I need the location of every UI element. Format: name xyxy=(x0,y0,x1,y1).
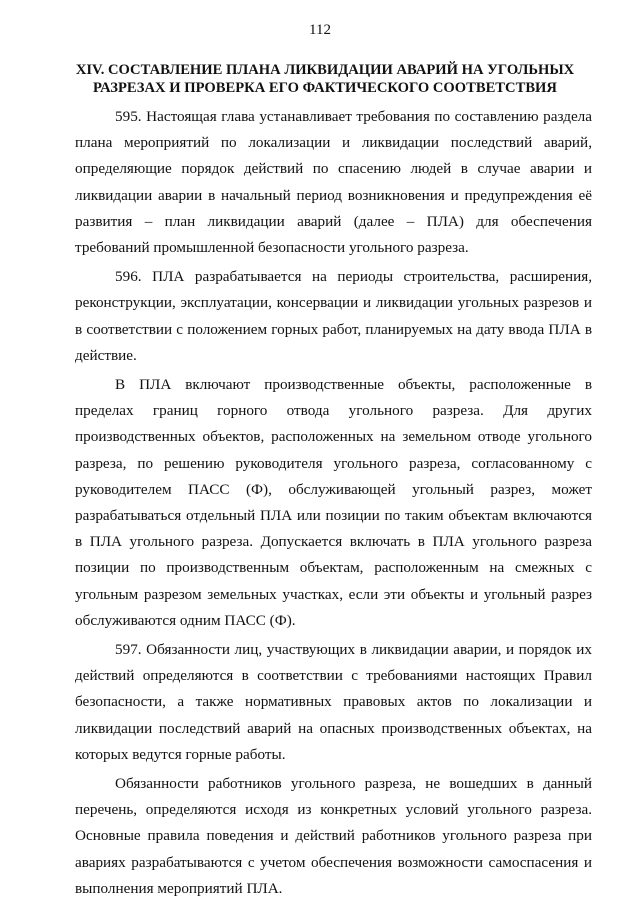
paragraph-596: 596. ПЛА разрабатывается на периоды строительства, расширения, реконструкции, эксплуатации, консервации и ликвидации угольных разрезов и в соответствии с положением горных работ, планируемых на дату ввода ПЛА в действие. xyxy=(75,268,592,364)
page-number: 112 xyxy=(309,22,331,38)
paragraph-597-continued: Обязанности работников угольного разреза, не вошедших в данный перечень, определяются исходя из конкретных условий угольного разреза. Основные правила поведения и действий работников угольного разреза при авариях разрабатываются с учетом обеспечения возможности самоспасения и выполнения мероприятий ПЛА. xyxy=(75,775,592,897)
paragraph-595: 595. Настоящая глава устанавливает требования по составлению раздела плана мероприятий по локализации и ликвидации последствий аварий, определяющие порядок действий по спасению людей в случае аварии и ликвидации аварии в начальный период возникновения и предупреждения её развития – план ликвидации аварий (далее – ПЛА) для обеспечения требований промышленной безопасности угольного разреза. xyxy=(75,108,592,257)
section-heading-line-2: РАЗРЕЗАХ И ПРОВЕРКА ЕГО ФАКТИЧЕСКОГО СООТВЕТСТВИЯ xyxy=(93,79,557,96)
document-body xyxy=(75,104,592,905)
section-heading-line-1: XIV. СОСТАВЛЕНИЕ ПЛАНА ЛИКВИДАЦИИ АВАРИЙ НА УГОЛЬНЫХ xyxy=(75,62,575,78)
section-heading xyxy=(75,62,575,97)
paragraph-597: 597. Обязанности лиц, участвующих в ликвидации аварии, и порядок их действий определяются в соответствии с требованиями настоящих Правил безопасности, а также нормативных правовых актов по локализации и ликвидации последствий аварий на опасных производственных объектах, на которых ведутся горные работы. xyxy=(75,641,592,763)
paragraph-596-continued: В ПЛА включают производственные объекты, расположенные в пределах границ горного отвода угольного разреза. Для других производственных объектов, расположенных на земельном отводе угольного разреза, по решению руководителя угольного разреза, согласованному с руководителем ПАСС (Ф), обслуживающей угольный разрез, может разрабатываться отдельный ПЛА или позиции по таким объектам включаются в ПЛА угольного разреза. Допускается включать в ПЛА угольного разреза позиции по производственным объектам, расположенным на смежных с угольным разрезом земельных участках, если эти объекты и угольный разрез обслуживаются одним ПАСС (Ф). xyxy=(75,376,592,629)
